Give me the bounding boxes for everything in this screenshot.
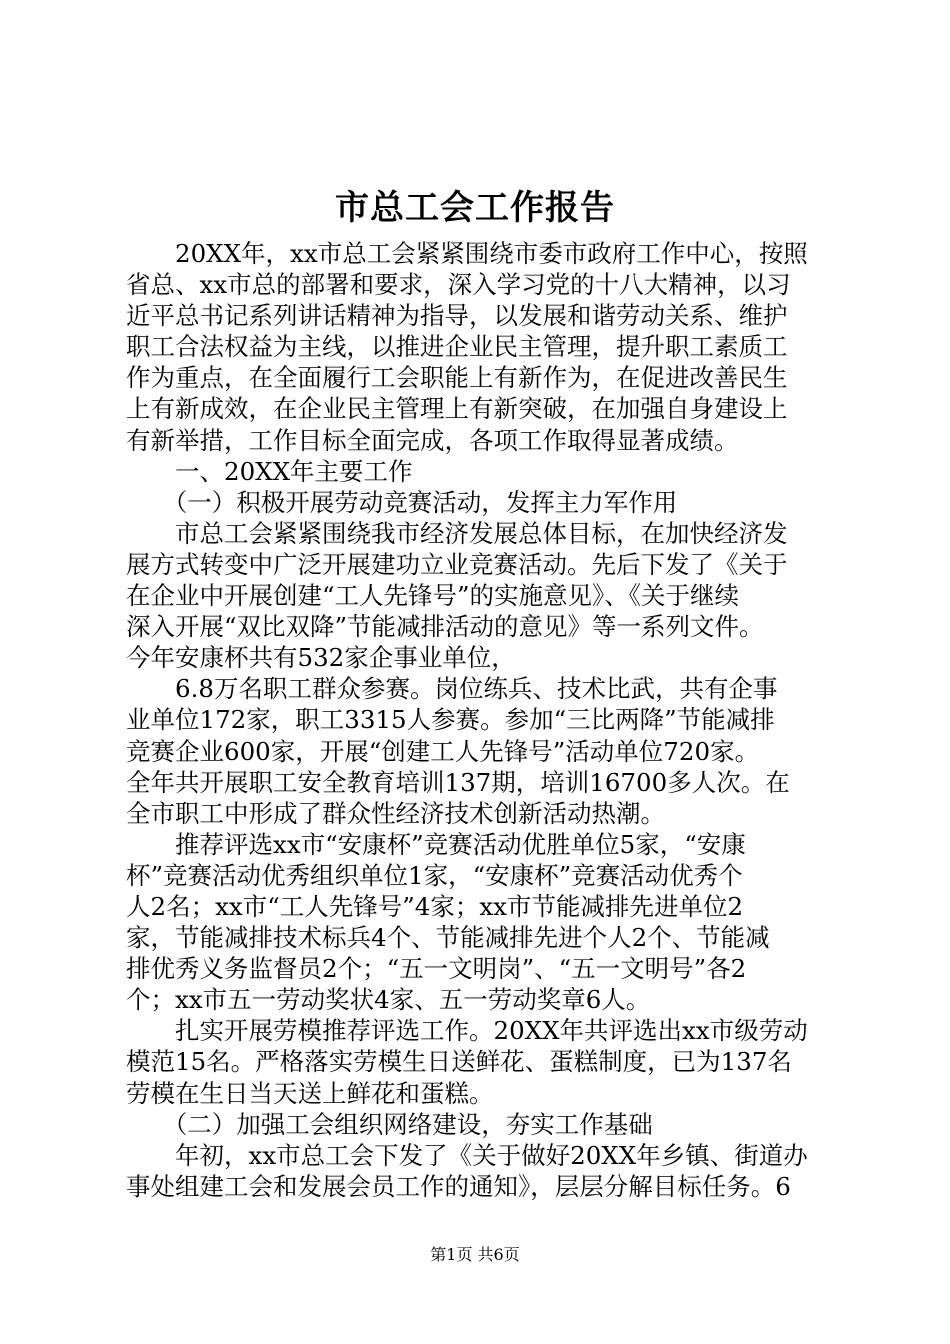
body-line: 20XX年，xx市总工会紧紧围绕市委市政府工作中心，按照	[126, 239, 808, 268]
body-line: 上有新成效，在企业民主管理上有新突破，在加强自身建设上	[126, 394, 788, 424]
body-line: 杯”竞赛活动优秀组织单位1家，“安康杯”竞赛活动优秀个	[126, 860, 743, 890]
body-line: 推荐评选xx市“安康杯”竞赛活动优胜单位5家，“安康	[126, 829, 746, 859]
body-line: 在企业中开展创建“工人先锋号”的实施意见》、《关于继续	[126, 581, 740, 611]
body-line: 职工合法权益为主线，以推进企业民主管理，提升职工素质工	[126, 332, 788, 362]
body-line: 全年共开展职工安全教育培训137期，培训16700多人次。在	[126, 767, 790, 797]
body-line: 省总、xx市总的部署和要求，深入学习党的十八大精神，以习	[126, 270, 791, 300]
body-line: 6.8万名职工群众参赛。岗位练兵、技术比武，共有企事	[126, 674, 778, 704]
body-line: 人2名；xx市“工人先锋号”4家；xx市节能减排先进单位2	[126, 891, 744, 921]
body-line: 有新举措，工作目标全面完成，各项工作取得显著成绩。	[126, 425, 739, 455]
body-line: 家，节能减排技术标兵4个、节能减排先进个人2个、节能减	[126, 923, 770, 953]
body-line: 扎实开展劳模推荐评选工作。20XX年共评选出xx市级劳动	[126, 1016, 808, 1046]
body-line: 展方式转变中广泛开展建功立业竞赛活动。先后下发了《关于	[126, 549, 788, 579]
body-line: 深入开展“双比双降”节能减排活动的意见》等一系列文件。	[126, 612, 764, 642]
body-line: 全市职工中形成了群众性经济技术创新活动热潮。	[126, 798, 665, 828]
body-line: 模范15名。严格落实劳模生日送鲜花、蛋糕制度，已为137名	[126, 1047, 792, 1077]
document-title: 市总工会工作报告	[335, 188, 615, 228]
body-line: （二）加强工会组织网络建设，夯实工作基础	[126, 1109, 653, 1139]
body-line: 业单位172家，职工3315人参赛。参加“三比两降”节能减排	[126, 705, 775, 735]
body-line: 排优秀义务监督员2个；“五一文明岗”、“五一文明号”各2	[126, 954, 747, 984]
body-line: 一、20XX年主要工作	[126, 456, 413, 486]
body-line: 劳模在生日当天送上鲜花和蛋糕。	[126, 1078, 494, 1108]
body-line: （一）积极开展劳动竞赛活动，发挥主力军作用	[126, 487, 678, 517]
body-line: 个；xx市五一劳动奖状4家、五一劳动奖章6人。	[126, 985, 651, 1015]
body-line: 年初，xx市总工会下发了《关于做好20XX年乡镇、街道办	[126, 1140, 808, 1170]
body-line: 事处组建工会和发展会员工作的通知》，层层分解目标任务。6	[126, 1171, 791, 1201]
body-line: 竞赛企业600家，开展“创建工人先锋号”活动单位720家。	[126, 736, 760, 766]
body-line: 作为重点，在全面履行工会职能上有新作为，在促进改善民生	[126, 363, 788, 393]
body-line: 近平总书记系列讲话精神为指导，以发展和谐劳动关系、维护	[126, 301, 788, 331]
document-body	[126, 238, 838, 1202]
page-footer: 第1页 共6页	[430, 1245, 520, 1264]
body-line: 市总工会紧紧围绕我市经济发展总体目标，在加快经济发	[126, 518, 788, 548]
body-line: 今年安康杯共有532家企事业单位，	[126, 643, 516, 673]
